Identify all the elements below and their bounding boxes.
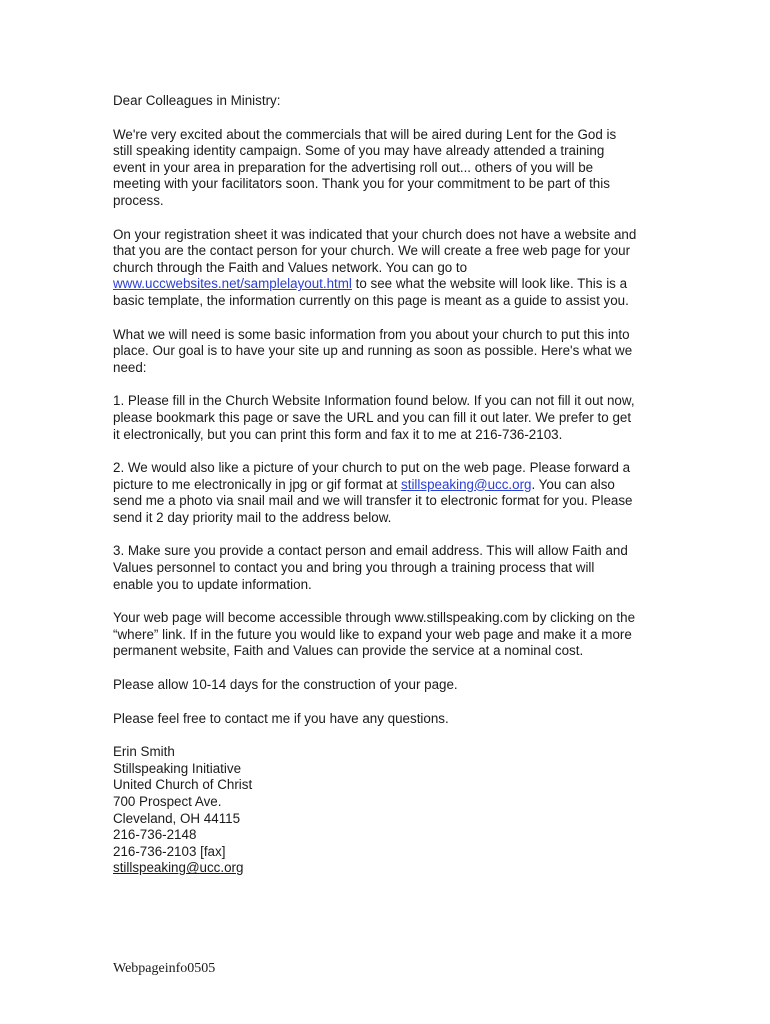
text-line: please bookmark this page or save the URL and you can fill it out later. We prefer to get	[113, 409, 632, 425]
text-line: that you are the contact person for your church. We will create a free web page for your	[113, 243, 631, 259]
text-line: church through the Faith and Values network. You can go to	[113, 259, 468, 275]
footer-doc-id: Webpageinfo0505	[113, 961, 216, 976]
signature-block	[113, 744, 661, 877]
paragraph-intro	[113, 127, 661, 210]
text-line: What we will need is some basic information from you about your church to put this into	[113, 326, 630, 342]
text-line: event in your area in preparation for the advertising roll out... others of you will be	[113, 159, 594, 175]
signer-org: Stillspeaking Initiative	[113, 760, 242, 776]
paragraph-step-2	[113, 460, 661, 526]
paragraph-timing: Please allow 10-14 days for the construction of your page.	[113, 677, 458, 693]
text-fragment: . You can also	[531, 476, 615, 492]
signer-name: Erin Smith	[113, 744, 175, 760]
text-line: 3. Make sure you provide a contact person and email address. This will allow Faith and	[113, 543, 628, 559]
text-line: permanent website, Faith and Values can provide the service at a nominal cost.	[113, 643, 584, 659]
signer-street: 700 Prospect Ave.	[113, 794, 222, 809]
text-line: still speaking identity campaign. Some of you may have already attended a training	[113, 143, 605, 159]
text-line: “where” link. If in the future you would like to expand your web page and make it a more	[113, 626, 632, 642]
signer-email-link[interactable]: stillspeaking@ucc.org	[113, 860, 244, 876]
text-line: meeting with your facilitators soon. Thank you for your commitment to be part of this	[113, 176, 610, 192]
text-line: it electronically, but you can print this form and fax it to me at 216-736-2103.	[113, 426, 563, 442]
text-line: need:	[113, 359, 147, 375]
text-line-with-link	[113, 477, 661, 494]
text-line: send me a photo via snail mail and we will transfer it to electronic format for you. Please	[113, 493, 633, 509]
text-line: Values personnel to contact you and bring you through a training process that will	[113, 560, 595, 576]
text-line: process.	[113, 192, 164, 208]
salutation: Dear Colleagues in Ministry:	[113, 93, 281, 108]
text-line: 1. Please fill in the Church Website Information found below. If you can not fill it out now,	[113, 393, 635, 409]
text-line: Your web page will become accessible through www.stillspeaking.com by clicking on the	[113, 610, 636, 626]
text-line: place. Our goal is to have your site up and running as soon as possible. Here's what we	[113, 343, 633, 359]
text-fragment: to see what the website will look like. This is a	[351, 276, 628, 292]
paragraph-registration	[113, 227, 661, 310]
paragraph-access	[113, 610, 661, 660]
paragraph-step-3	[113, 543, 661, 593]
paragraph-needs	[113, 327, 661, 377]
sample-layout-link[interactable]: www.uccwebsites.net/samplelayout.html	[113, 276, 352, 292]
text-line: enable you to update information.	[113, 576, 312, 592]
text-fragment: picture to me electronically in jpg or gif format at	[113, 476, 402, 492]
paragraph-contact: Please feel free to contact me if you have any questions.	[113, 710, 449, 726]
signer-email-line	[113, 860, 661, 877]
signer-phone: 216-736-2148	[113, 827, 197, 843]
signer-city: Cleveland, OH 44115	[113, 810, 241, 826]
text-line: On your registration sheet it was indicated that your church does not have a website and	[113, 226, 637, 242]
letter-body	[113, 93, 661, 877]
paragraph-step-1	[113, 393, 661, 443]
text-line: basic template, the information currently on this page is meant as a guide to assist you.	[113, 292, 629, 308]
text-line: send it 2 day priority mail to the address below.	[113, 509, 392, 525]
signer-church: United Church of Christ	[113, 777, 253, 793]
text-line: We're very excited about the commercials that will be aired during Lent for the God is	[113, 126, 617, 142]
signer-fax: 216-736-2103 [fax]	[113, 843, 226, 859]
text-line: 2. We would also like a picture of your church to put on the web page. Please forward a	[113, 460, 631, 476]
email-link[interactable]: stillspeaking@ucc.org	[401, 476, 532, 492]
text-line-with-link	[113, 276, 661, 293]
